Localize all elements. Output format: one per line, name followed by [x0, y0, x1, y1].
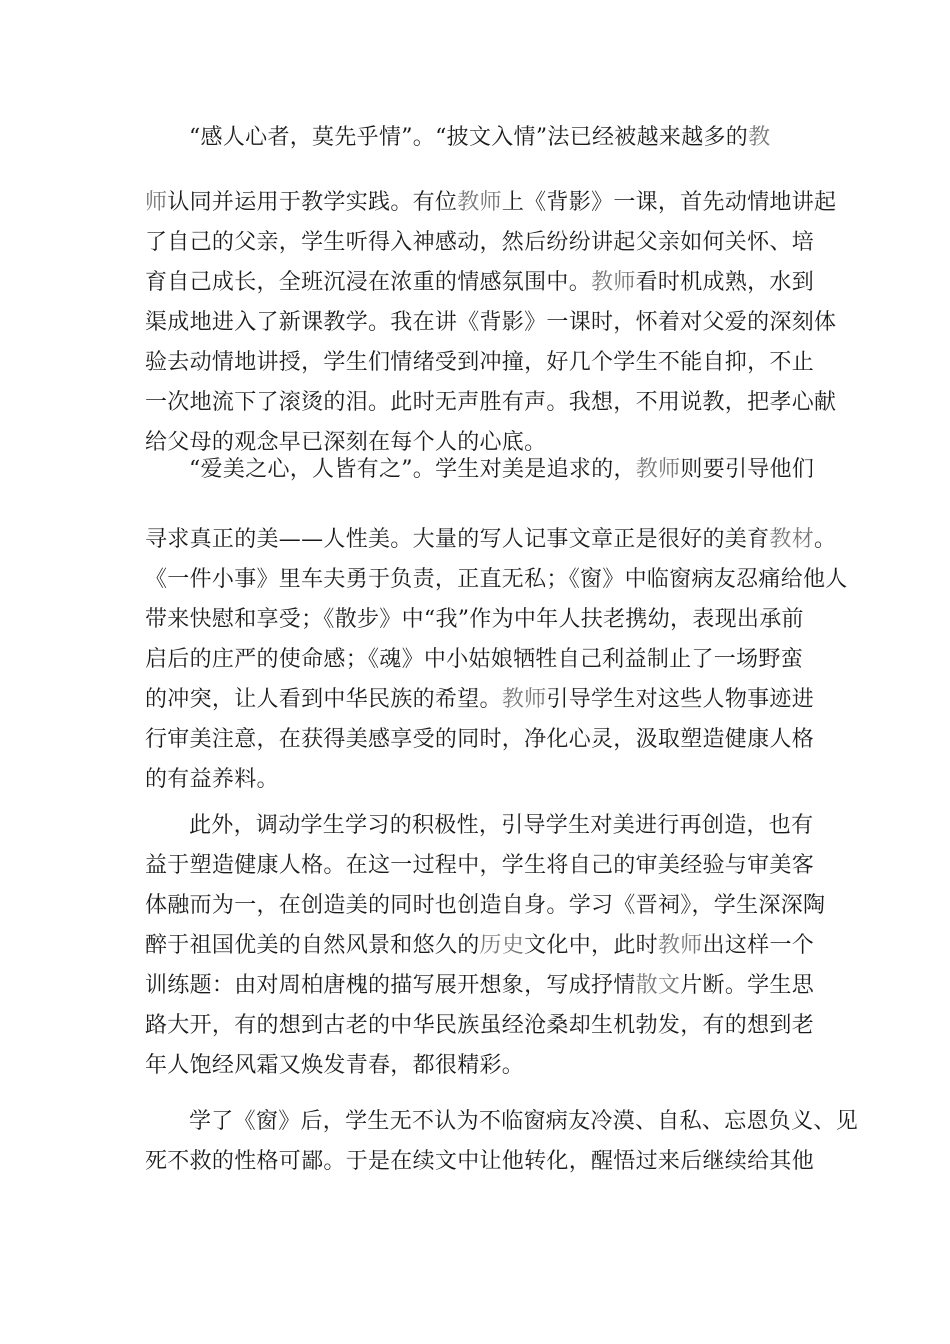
text-segment: 片断。学生思: [680, 973, 815, 998]
text-segment: 则要引导他们: [680, 457, 815, 482]
paragraph-2-line-1: [189, 450, 815, 490]
paragraph-2-line-5: [145, 640, 805, 680]
paragraph-3-line-2: [145, 846, 815, 886]
highlighted-keyword: 教师: [501, 687, 547, 712]
paragraph-3-line-6: [145, 1006, 815, 1046]
highlighted-keyword: 散文: [635, 973, 681, 998]
text-segment: 年人饱经风霜又焕发青春，都很精彩。: [145, 1053, 525, 1078]
text-segment: 体融而为一，在创造美的同时也创造自身。学习《晋祠》，学生深深陶: [145, 893, 826, 918]
highlighted-keyword: 教师: [457, 190, 502, 215]
paragraph-1-line-5: [145, 303, 837, 343]
text-segment: 死不救的性格可鄙。于是在续文中让他转化，醒悟过来后继续给其他: [145, 1149, 815, 1174]
paragraph-2-line-4: [145, 600, 805, 640]
text-segment: 看时机成熟，水到: [635, 270, 815, 295]
text-segment: 行审美注意，在获得美感享受的同时，净化心灵，汲取塑造健康人格: [145, 727, 815, 752]
text-segment: 《一件小事》里车夫勇于负责，正直无私；《窗》中临窗病友忍痛给他人: [145, 567, 848, 592]
text-segment: 路大开，有的想到古老的中华民族虽经沧桑却生机勃发，有的想到老: [145, 1013, 815, 1038]
text-segment: 寻求真正的美——人性美。大量的写人记事文章正是很好的美育: [145, 527, 770, 552]
text-segment: 带来快慰和享受；《散步》中“我”作为中年人扶老携幼，表现出承前: [145, 607, 804, 632]
paragraph-1-line-6: [145, 343, 815, 383]
paragraph-4-line-2: [145, 1142, 815, 1182]
highlighted-keyword: 教: [748, 125, 771, 150]
text-segment: 了自己的父亲，学生听得入神感动，然后纷纷讲起父亲如何关怀、培: [145, 230, 815, 255]
paragraph-3-line-3: [145, 886, 826, 926]
text-segment: 的有益养料。: [145, 767, 279, 792]
text-segment: 给父母的观念早已深刻在每个人的心底。: [145, 430, 547, 455]
paragraph-1-line-3: [145, 223, 815, 263]
paragraph-2-line-2: [145, 520, 837, 560]
paragraph-4-line-1: [189, 1102, 859, 1142]
paragraph-2-line-6: [145, 680, 815, 720]
text-segment: 训练题：由对周柏唐槐的描写展开想象，写成抒情: [145, 973, 636, 998]
highlighted-keyword: 历史: [479, 933, 525, 958]
text-segment: 验去动情地讲授，学生们情绪受到冲撞，好几个学生不能自抑，不止: [145, 350, 815, 375]
text-segment: 学了《窗》后，学生无不认为不临窗病友冷漠、自私、忘恩负义、见: [189, 1109, 859, 1134]
paragraph-2-line-7: [145, 720, 815, 760]
text-segment: 育自己成长，全班沉浸在浓重的情感氛围中。: [145, 270, 592, 295]
highlighted-keyword: 师: [145, 190, 168, 215]
text-segment: “感人心者，莫先乎情”。“披文入情”法已经被越来越多的: [189, 125, 749, 150]
paragraph-3-line-7: [145, 1046, 805, 1086]
paragraph-2-line-8: [145, 760, 805, 800]
text-segment: 认同并运用于教学实践。有位: [167, 190, 458, 215]
text-segment: 一次地流下了滚烫的泪。此时无声胜有声。我想，不用说教，把孝心献: [145, 390, 837, 415]
text-segment: 醉于祖国优美的自然风景和悠久的: [145, 933, 480, 958]
text-segment: 的冲突，让人看到中华民族的希望。: [145, 687, 502, 712]
text-segment: 渠成地进入了新课教学。我在讲《背影》一课时，怀着对父爱的深刻体: [145, 310, 837, 335]
paragraph-1-line-4: [145, 263, 815, 303]
text-segment: 文化中，此时: [524, 933, 658, 958]
paragraph-1-line-2: [145, 183, 837, 223]
paragraph-2-line-3: [145, 560, 848, 600]
highlighted-keyword: 教师: [657, 933, 703, 958]
paragraph-3-line-1: [189, 806, 814, 846]
text-segment: 启后的庄严的使命感；《魂》中小姑娘牺牲自己利益制止了一场野蛮: [145, 647, 804, 672]
highlighted-keyword: 教师: [635, 457, 681, 482]
paragraph-1-line-7: [145, 383, 837, 423]
highlighted-keyword: 教材: [769, 527, 815, 552]
text-segment: 此外，调动学生学习的积极性，引导学生对美进行再创造，也有: [189, 813, 814, 838]
text-segment: 出这样一个: [702, 933, 815, 958]
paragraph-1-line-1: [189, 118, 805, 158]
text-segment: 上《背影》一课，首先动情地讲起: [501, 190, 837, 215]
text-segment: 。: [814, 527, 837, 552]
text-segment: 引导学生对这些人物事迹进: [546, 687, 815, 712]
text-segment: “爱美之心，人皆有之”。学生对美是追求的，: [189, 457, 636, 482]
paragraph-3-line-4: [145, 926, 815, 966]
highlighted-keyword: 教师: [591, 270, 636, 295]
text-segment: 益于塑造健康人格。在这一过程中，学生将自己的审美经验与审美客: [145, 853, 815, 878]
paragraph-3-line-5: [145, 966, 815, 1006]
